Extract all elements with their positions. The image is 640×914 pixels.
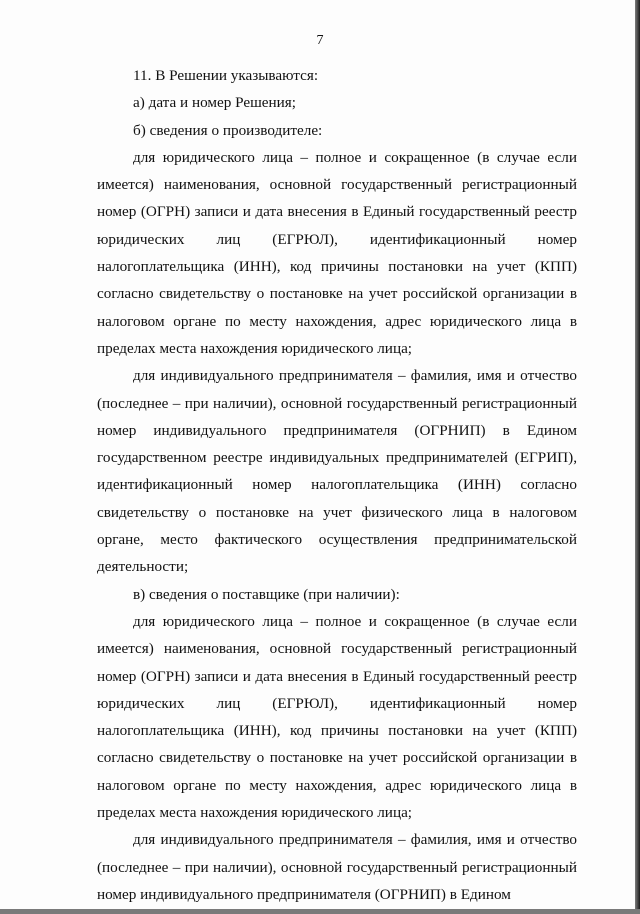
section-heading: 11. В Решении указываются: [133, 67, 319, 84]
paragraph-entrepreneur-supplier: для индивидуального предпринимателя – фамилия, имя и отчество (последнее – при наличии), основной государственный регистрационный номер индивидуального предпринимателя (ОГРНИП) в Едином [97, 831, 577, 903]
scan-edge-bottom [0, 909, 640, 914]
list-item-a: а) дата и номер Решения; [133, 94, 297, 112]
list-item-b: б) сведения о производителе: [133, 121, 323, 139]
paragraph-legal-entity-producer: для юридического лица – полное и сокращенное (в случае если имеется) наименования, основной государственный регистрационный номер (ОГРН) записи и дата внесения в Единый государственный реестр юридических лиц (ЕГРЮЛ), идентификационный номер налогоплательщика (ИНН), код причины постановки на учет (КПП) согласно свидетельству о постановке на учет российской организации в налоговом органе по месту нахождения, адрес юридического лица в пределах места нахождения юридического лица; [97, 148, 577, 357]
scan-edge-right [635, 0, 640, 914]
paragraph-legal-entity-supplier: для юридического лица – полное и сокращенное (в случае если имеется) наименования, основной государственный регистрационный номер (ОГРН) записи и дата внесения в Единый государственный реестр юридических лиц (ЕГРЮЛ), идентификационный номер налогоплательщика (ИНН), код причины постановки на учет (КПП) согласно свидетельству о постановке на учет российской организации в налоговом органе по месту нахождения, адрес юридического лица в пределах места нахождения юридического лица; [97, 612, 577, 822]
document-body [97, 62, 577, 908]
list-item-c: в) сведения о поставщике (при наличии): [133, 585, 400, 603]
page-number: 7 [316, 33, 324, 48]
paragraph-entrepreneur-producer: для индивидуального предпринимателя – фамилия, имя и отчество (последнее – при наличии), основной государственный регистрационный номер индивидуального предпринимателя (ОГРНИП) в Едином государственном реестре индивидуальных предпринимателей (ЕГРИП), идентификационный номер налогоплательщика (ИНН) согласно свидетельству о постановке на учет физического лица в налоговом органе, место фактического осуществления предпринимательской деятельности; [97, 367, 577, 576]
